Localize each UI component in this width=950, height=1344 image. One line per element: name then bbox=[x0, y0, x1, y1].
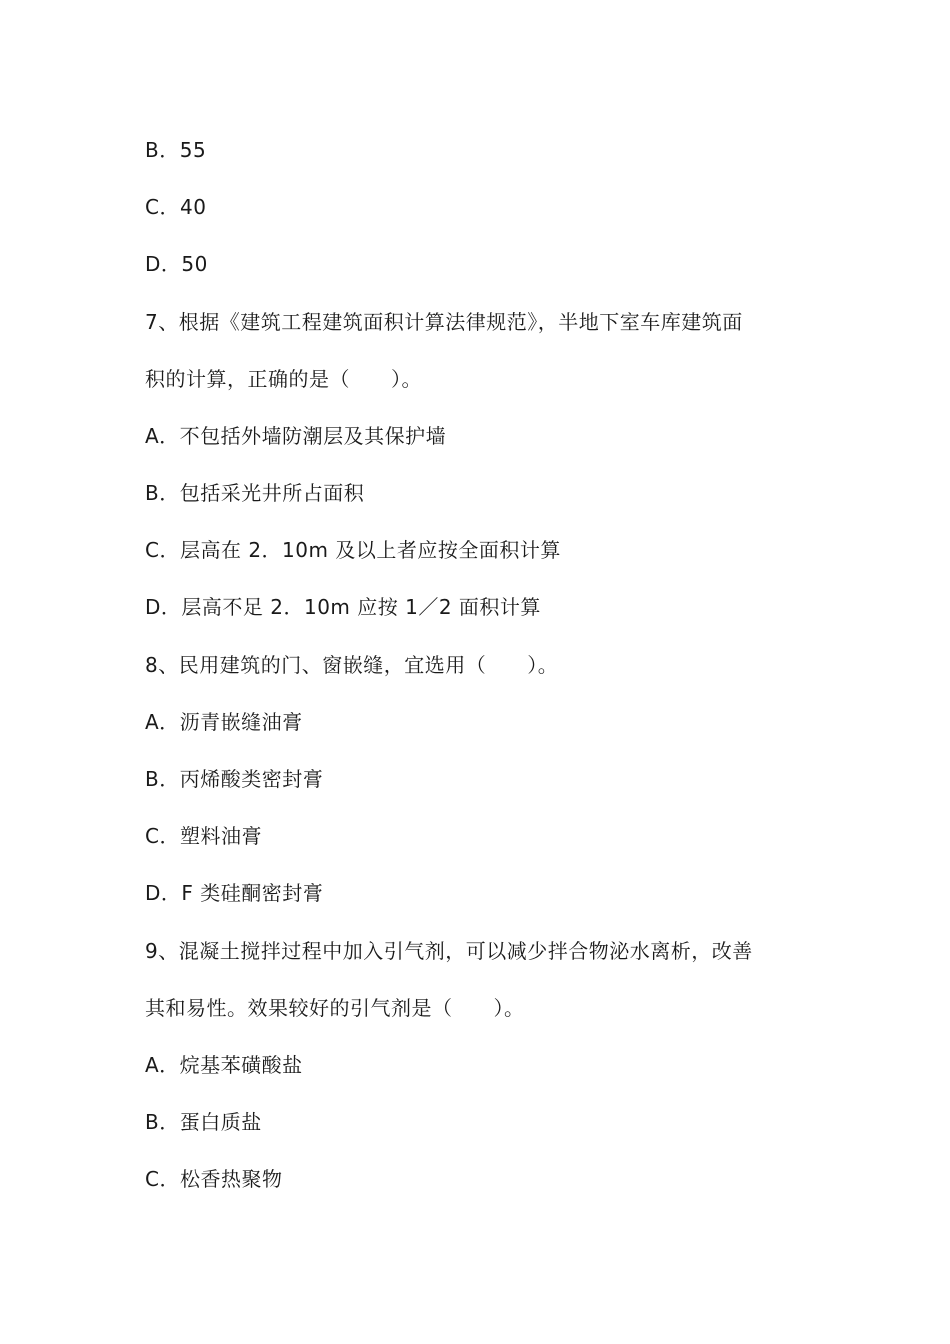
option-c-q6: C．40 bbox=[145, 195, 207, 219]
option-b-q6: B．55 bbox=[145, 138, 207, 162]
option-d-q6: D．50 bbox=[145, 252, 208, 276]
option-b-q8: B．丙烯酸类密封膏 bbox=[145, 767, 324, 791]
question-8: 8、民用建筑的门、窗嵌缝，宜选用（ ）。 bbox=[145, 653, 559, 677]
option-a-q8: A．沥青嵌缝油膏 bbox=[145, 710, 303, 734]
option-d-q8: D．F 类硅酮密封膏 bbox=[145, 881, 324, 905]
question-9-line-2: 其和易性。效果较好的引气剂是（ ）。 bbox=[145, 996, 525, 1020]
option-b-q9: B．蛋白质盐 bbox=[145, 1110, 262, 1134]
question-7-line-2: 积的计算，正确的是（ ）。 bbox=[145, 367, 422, 391]
option-c-q9: C．松香热聚物 bbox=[145, 1167, 283, 1191]
option-b-q7: B．包括采光井所占面积 bbox=[145, 481, 365, 505]
question-9-line-1: 9、混凝土搅拌过程中加入引气剂，可以减少拌合物泌水离析，改善 bbox=[145, 939, 753, 963]
option-d-q7: D．层高不足 2．10m 应按 1／2 面积计算 bbox=[145, 595, 541, 619]
option-c-q7: C．层高在 2．10m 及以上者应按全面积计算 bbox=[145, 538, 561, 562]
option-c-q8: C．塑料油膏 bbox=[145, 824, 262, 848]
question-7-line-1: 7、根据《建筑工程建筑面积计算法律规范》，半地下室车库建筑面 bbox=[145, 310, 743, 334]
option-a-q9: A．烷基苯磺酸盐 bbox=[145, 1053, 303, 1077]
option-a-q7: A．不包括外墙防潮层及其保护墙 bbox=[145, 424, 447, 448]
